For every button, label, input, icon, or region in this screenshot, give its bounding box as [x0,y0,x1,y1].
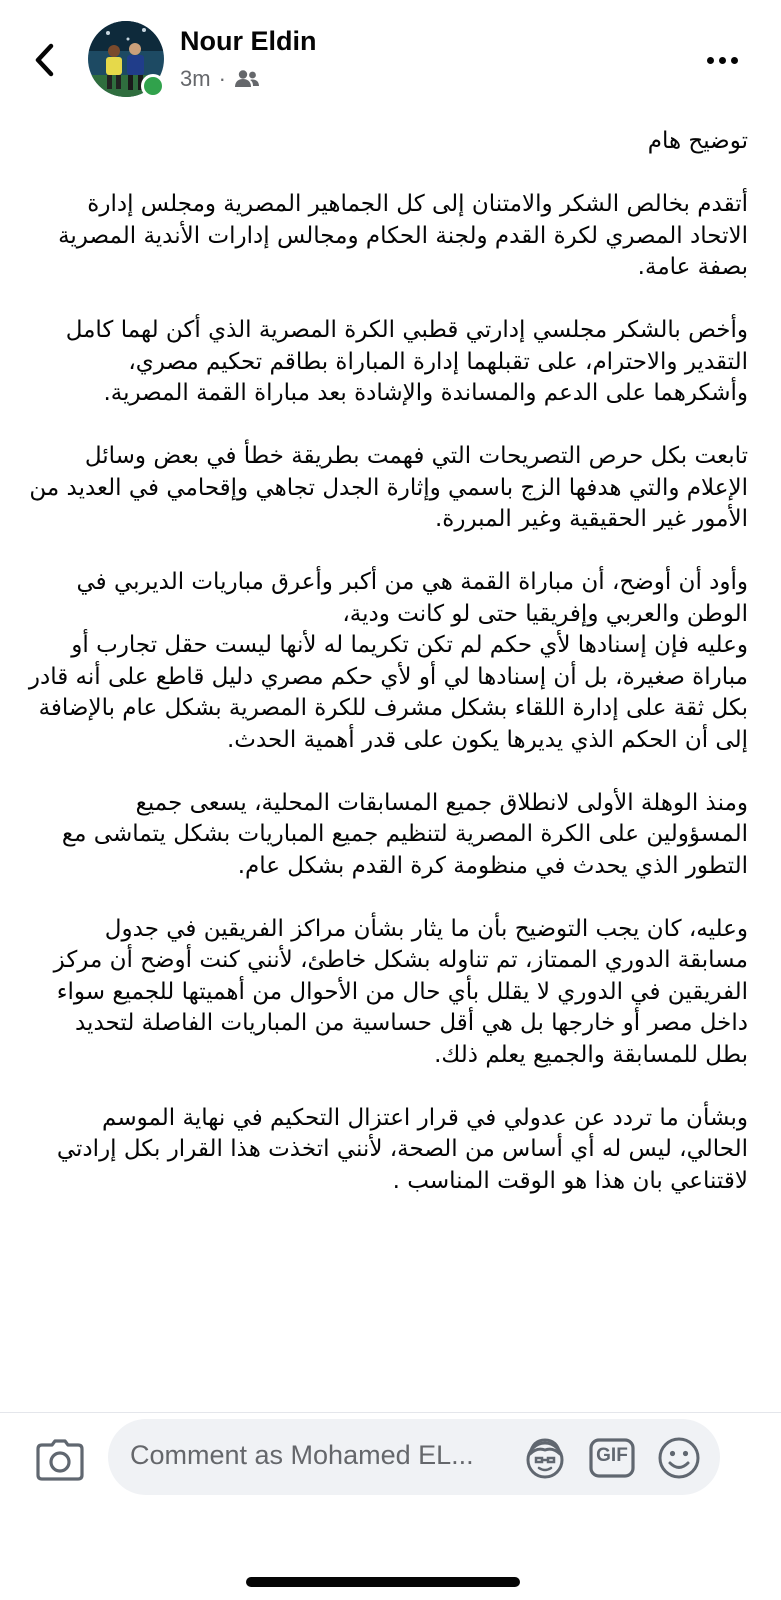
back-button[interactable] [26,38,62,82]
post-paragraph: توضيح هام [647,128,748,154]
chevron-left-icon [33,43,55,77]
author-name[interactable]: Nour Eldin [180,26,317,56]
post-paragraph: وعليه، كان يجب التوضيح بأن ما يثار بشأن مراكز الفريقين في جدول مسابقة الدوري الممتاز، تم تناوله بشكل خاطئ، لأنني كنت أوضح أن مركز الفريقين في الدوري لا يقلل بأي حال من الأحوال من أهميتها للجميع سواء داخل مصر أو خارجها بل هي أقل حساسية من المباريات الفاصلة لتحديد بطل للمسابقة والجميع يعلم ذلك. [53,915,748,1068]
post-paragraph: وبشأن ما تردد عن عدولي في قرار اعتزال التحكيم في نهاية الموسم الحالي، ليس له أي أساس من الصحة، لأنني اتخذت هذا القرار بكل إرادتي لاقتناعي بان هذا هو الوقت المناسب . [56,1104,748,1194]
gif-label: GIF [596,1445,628,1466]
post-paragraph: وأود أن أوضح، أن مباراة القمة هي من أكبر وأعرق مباريات الديربي في الوطن والعربي وإفريقيا حتى لو كانت ودية، [76,569,748,627]
gif-button[interactable] [588,1436,636,1480]
camera-button[interactable] [34,1434,86,1486]
post-paragraph: أتقدم بخالص الشكر والامتنان إلى كل الجماهير المصرية ومجلس إدارة الاتحاد المصري لكرة القدم ولجنة الحكام ومجالس إدارات الأندية المصرية بصفة عامة. [58,191,748,280]
post-text [28,126,748,1229]
post-timestamp[interactable]: 3m [180,66,211,91]
online-status-indicator [141,74,165,98]
avatar-sticker-icon[interactable] [521,1434,569,1482]
dot-icon [731,57,738,64]
post-meta [180,64,260,94]
post-paragraph: ومنذ الوهلة الأولى لانطلاق جميع المسابقات المحلية، يسعى جميع المسؤولين على الكرة المصرية لتنظيم جميع المباريات بشكل يتماشى مع التطور الذي يحدث في منظومة كرة القدم بشكل عام. [61,789,748,879]
meta-separator: · [218,66,226,91]
post-paragraph: تابعت بكل حرص التصريحات التي فهمت بطريقة خطأ في بعض وسائل الإعلام والتي هدفها الزج باسمي وإثارة الجدل تجاهي وإقحامي في العديد من الأمور غير الحقيقية وغير المبررة. [29,443,748,532]
comment-placeholder[interactable]: Comment as Mohamed EL... [130,1440,474,1470]
dot-icon [719,57,726,64]
emoji-icon[interactable] [655,1434,703,1482]
post-paragraph: وعليه فإن إسنادها لأي حكم لم تكن تكريما له لأنها ليست حقل تجارب أو مباراة صغيرة، بل أن إسنادها لي أو لأي حكم مصري دليل قاطع على أنه قادر بكل ثقة على إدارة اللقاء بشكل مشرف للكرة المصرية بشكل عام بالإضافة إلى أن الحكم الذي يديرها يكون على قدر أهمية الحدث. [28,632,748,753]
friends-icon[interactable] [234,69,260,89]
camera-icon [36,1439,84,1481]
more-options-button[interactable] [700,44,744,76]
dot-icon [707,57,714,64]
post-paragraph: وأخص بالشكر مجلسي إدارتي قطبي الكرة المصرية الذي أكن لهما كامل التقدير والاحترام، على تقبلهما إدارة المباراة بطاقم تحكيم مصري، وأشكرهما على الدعم والمساندة والإشادة بعد مباراة القمة المصرية. [65,317,748,406]
home-indicator[interactable] [246,1577,520,1587]
